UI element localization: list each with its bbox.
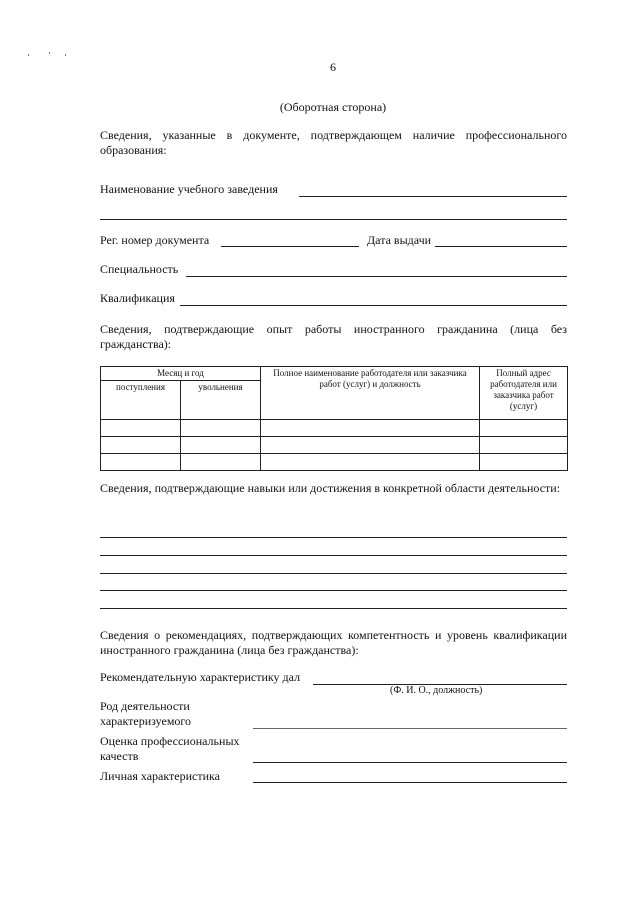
table-row	[101, 437, 568, 454]
activity-label-1: Род деятельности	[100, 699, 190, 713]
start-cell[interactable]	[101, 437, 181, 454]
qualification-label: Квалификация	[100, 291, 175, 305]
institution-field-continued[interactable]	[100, 219, 567, 220]
end-cell[interactable]	[181, 420, 261, 437]
skills-line-3[interactable]	[100, 573, 567, 574]
start-cell[interactable]	[101, 454, 181, 471]
given-by-hint: (Ф. И. О., должность)	[390, 685, 483, 696]
given-by-label: Рекомендательную характеристику дал	[100, 670, 301, 684]
address-header: Полный адрес работодателя или заказчика работ (услуг)	[480, 367, 568, 420]
start-header: поступления	[101, 381, 181, 420]
experience-intro: Сведения, подтверждающие опыт работы иностранного гражданина (лица без гражданства):	[100, 322, 567, 351]
issue-date-label: Дата выдачи	[367, 233, 432, 247]
scan-speck	[65, 54, 66, 56]
skills-line-1[interactable]	[100, 537, 567, 538]
recommendations-intro: Сведения о рекомендациях, подтверждающих компетентность и уровень квалификации иностранного гражданина (лица без гражданства):	[100, 628, 567, 657]
side-label: (Оборотная сторона)	[279, 100, 387, 114]
scan-speck	[28, 54, 29, 56]
activity-label-2: характеризуемого	[100, 714, 192, 728]
table-row	[101, 454, 568, 471]
personal-label: Личная характеристика	[100, 769, 220, 783]
personal-field[interactable]	[253, 782, 567, 783]
skills-line-2[interactable]	[100, 555, 567, 556]
activity-field[interactable]	[253, 728, 567, 729]
institution-label: Наименование учебного заведения	[100, 182, 278, 196]
skills-line-5[interactable]	[100, 608, 567, 609]
address-cell[interactable]	[480, 454, 568, 471]
employer-cell[interactable]	[261, 437, 480, 454]
end-cell[interactable]	[181, 454, 261, 471]
assessment-label-2: качеств	[100, 749, 139, 763]
page-number: 6	[330, 60, 336, 74]
education-intro: Сведения, указанные в документе, подтверждающем наличие профессионального образования:	[100, 128, 567, 157]
work-experience-table	[100, 366, 568, 471]
scan-speck	[49, 52, 50, 54]
institution-field[interactable]	[299, 196, 567, 197]
qualification-field[interactable]	[180, 305, 567, 306]
address-cell[interactable]	[480, 437, 568, 454]
specialty-label: Специальность	[100, 262, 179, 276]
assessment-field[interactable]	[253, 762, 567, 763]
employer-header: Полное наименование работодателя или заказчика работ (услуг) и должность	[261, 367, 480, 420]
reg-number-field[interactable]	[221, 246, 359, 247]
end-header: увольнения	[181, 381, 261, 420]
skills-intro: Сведения, подтверждающие навыки или достижения в конкретной области деятельности:	[100, 481, 561, 495]
specialty-field[interactable]	[186, 276, 567, 277]
address-cell[interactable]	[480, 420, 568, 437]
table-row	[101, 420, 568, 437]
skills-line-4[interactable]	[100, 590, 567, 591]
end-cell[interactable]	[181, 437, 261, 454]
employer-cell[interactable]	[261, 454, 480, 471]
employer-cell[interactable]	[261, 420, 480, 437]
reg-number-label: Рег. номер документа	[100, 233, 210, 247]
start-cell[interactable]	[101, 420, 181, 437]
month-year-header: Месяц и год	[101, 367, 261, 381]
assessment-label-1: Оценка профессиональных	[100, 734, 240, 748]
issue-date-field[interactable]	[435, 246, 567, 247]
